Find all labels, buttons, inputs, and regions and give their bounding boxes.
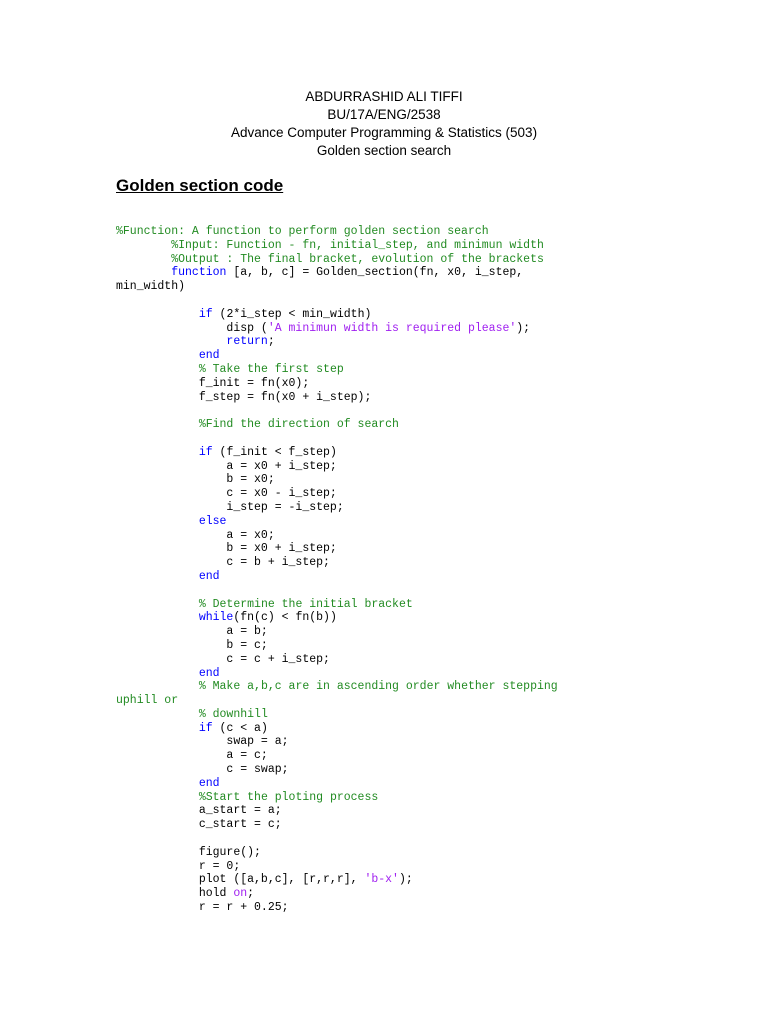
code-keyword-token: end xyxy=(198,569,220,583)
code-code-token xyxy=(116,722,199,735)
code-line xyxy=(116,625,736,639)
code-line xyxy=(116,377,736,391)
code-code-token: a = x0; xyxy=(116,528,275,542)
code-line xyxy=(116,404,736,418)
code-line xyxy=(116,763,736,777)
code-code-token: hold xyxy=(116,887,234,901)
code-line xyxy=(116,804,736,818)
code-keyword-token: while xyxy=(198,611,234,625)
code-listing xyxy=(116,225,736,915)
code-line xyxy=(116,667,736,681)
code-line xyxy=(116,708,736,722)
author-name: ABDURRASHID ALI TIFFI xyxy=(305,89,463,104)
code-line xyxy=(116,791,736,805)
code-comment-token: %Start the ploting process xyxy=(198,790,379,804)
code-string-token: 'b-x' xyxy=(364,873,399,887)
code-code-token: ; xyxy=(267,335,275,349)
code-code-token xyxy=(116,266,171,279)
code-comment-token: % Determine the initial bracket xyxy=(198,597,413,611)
code-line xyxy=(116,363,736,377)
course-title: Advance Computer Programming & Statistics (503) xyxy=(230,125,538,140)
code-code-token: a_start = a; xyxy=(116,804,282,818)
code-code-token: [a, b, c] = Golden_section(fn, x0, i_step, xyxy=(226,266,524,280)
code-line xyxy=(116,225,736,239)
code-keyword-token: if xyxy=(198,721,213,735)
code-code-token: min_width) xyxy=(116,280,186,294)
topic-title: Golden section search xyxy=(316,143,452,158)
registration-number: BU/17A/ENG/2538 xyxy=(327,107,441,122)
code-code-token xyxy=(116,570,199,583)
code-code-token xyxy=(116,253,171,266)
code-line xyxy=(116,432,736,446)
code-code-token xyxy=(116,308,199,321)
code-line xyxy=(116,832,736,846)
code-keyword-token: return xyxy=(226,335,268,349)
code-code-token: c_start = c; xyxy=(116,818,282,832)
code-line xyxy=(116,735,736,749)
code-keyword-token: if xyxy=(198,307,213,321)
code-line xyxy=(116,749,736,763)
code-line xyxy=(116,777,736,791)
code-code-token xyxy=(116,418,199,431)
code-line xyxy=(116,322,736,336)
code-code-token xyxy=(116,611,199,624)
code-code-token xyxy=(116,446,199,459)
code-line xyxy=(116,487,736,501)
code-code-token: b = x0; xyxy=(116,473,275,487)
code-code-token: c = b + i_step; xyxy=(116,556,330,570)
code-code-token: plot ([a,b,c], [r,r,r], xyxy=(116,873,365,887)
code-line xyxy=(116,239,736,253)
code-code-token xyxy=(116,239,171,252)
code-code-token: b = x0 + i_step; xyxy=(116,542,337,556)
code-line xyxy=(116,887,736,901)
code-line xyxy=(116,860,736,874)
code-code-token xyxy=(116,335,226,348)
code-code-token: (2*i_step < min_width) xyxy=(212,307,372,321)
code-line xyxy=(116,529,736,543)
code-code-token: disp ( xyxy=(116,321,268,335)
code-code-token: c = x0 - i_step; xyxy=(116,487,337,501)
code-line xyxy=(116,556,736,570)
code-keyword-token: else xyxy=(198,514,227,528)
code-comment-token: %Input: Function - fn, initial_step, and minimun width xyxy=(171,238,544,252)
code-keyword-token: if xyxy=(198,445,213,459)
code-code-token: (f_init < f_step) xyxy=(212,445,337,459)
code-string-token: on xyxy=(233,887,248,901)
code-code-token: a = b; xyxy=(116,625,268,639)
code-line xyxy=(116,901,736,915)
code-code-token: ); xyxy=(516,321,531,335)
code-line xyxy=(116,335,736,349)
code-line xyxy=(116,722,736,736)
code-keyword-token: end xyxy=(198,349,220,363)
code-line xyxy=(116,680,736,694)
code-line xyxy=(116,818,736,832)
code-line xyxy=(116,873,736,887)
code-comment-token: %Find the direction of search xyxy=(198,418,399,432)
code-line xyxy=(116,266,736,280)
code-line xyxy=(116,418,736,432)
code-code-token: (fn(c) < fn(b)) xyxy=(233,611,337,625)
code-line xyxy=(116,294,736,308)
section-heading: Golden section code xyxy=(116,176,284,195)
code-comment-token: uphill or xyxy=(116,694,179,708)
code-code-token: i_step = -i_step; xyxy=(116,500,344,514)
code-keyword-token: end xyxy=(198,776,220,790)
code-code-token: b = c; xyxy=(116,638,268,652)
code-line xyxy=(116,598,736,612)
code-code-token xyxy=(116,777,199,790)
code-code-token: figure(); xyxy=(116,845,261,859)
code-code-token: f_step = fn(x0 + i_step); xyxy=(116,390,372,404)
code-line xyxy=(116,460,736,474)
code-comment-token: % Take the first step xyxy=(198,362,344,376)
code-string-token: 'A minimun width is required please' xyxy=(267,321,517,335)
code-code-token: (c < a) xyxy=(212,721,268,735)
code-code-token xyxy=(116,349,199,362)
code-line xyxy=(116,501,736,515)
code-code-token: c = c + i_step; xyxy=(116,652,330,666)
code-line xyxy=(116,308,736,322)
code-code-token xyxy=(116,708,199,721)
code-code-token xyxy=(116,791,199,804)
code-code-token xyxy=(116,515,199,528)
code-line xyxy=(116,446,736,460)
code-code-token xyxy=(116,598,199,611)
code-code-token: ; xyxy=(247,887,255,901)
code-code-token xyxy=(116,680,199,693)
code-code-token xyxy=(116,363,199,376)
code-comment-token: %Output : The final bracket, evolution of the brackets xyxy=(171,252,544,266)
code-comment-token: %Function: A function to perform golden section search xyxy=(116,225,489,238)
code-code-token xyxy=(116,667,199,680)
code-line xyxy=(116,570,736,584)
code-line xyxy=(116,542,736,556)
code-line xyxy=(116,391,736,405)
code-line xyxy=(116,349,736,363)
code-line xyxy=(116,280,736,294)
code-line xyxy=(116,253,736,267)
code-line xyxy=(116,694,736,708)
code-line xyxy=(116,473,736,487)
code-code-token: r = 0; xyxy=(116,859,241,873)
code-keyword-token: function xyxy=(171,266,227,280)
code-code-token: swap = a; xyxy=(116,735,289,749)
code-code-token: ); xyxy=(398,873,413,887)
code-line xyxy=(116,639,736,653)
code-code-token: a = x0 + i_step; xyxy=(116,459,337,473)
code-code-token: f_init = fn(x0); xyxy=(116,376,310,390)
document-header xyxy=(0,88,768,160)
code-line xyxy=(116,515,736,529)
code-line xyxy=(116,653,736,667)
code-keyword-token: end xyxy=(198,666,220,680)
code-line xyxy=(116,584,736,598)
code-comment-token: % Make a,b,c are in ascending order whether stepping xyxy=(198,680,558,694)
code-comment-token: % downhill xyxy=(198,707,268,721)
code-line xyxy=(116,846,736,860)
code-code-token: c = swap; xyxy=(116,763,289,777)
code-line xyxy=(116,611,736,625)
code-code-token: r = r + 0.25; xyxy=(116,901,289,915)
code-code-token: a = c; xyxy=(116,749,268,763)
